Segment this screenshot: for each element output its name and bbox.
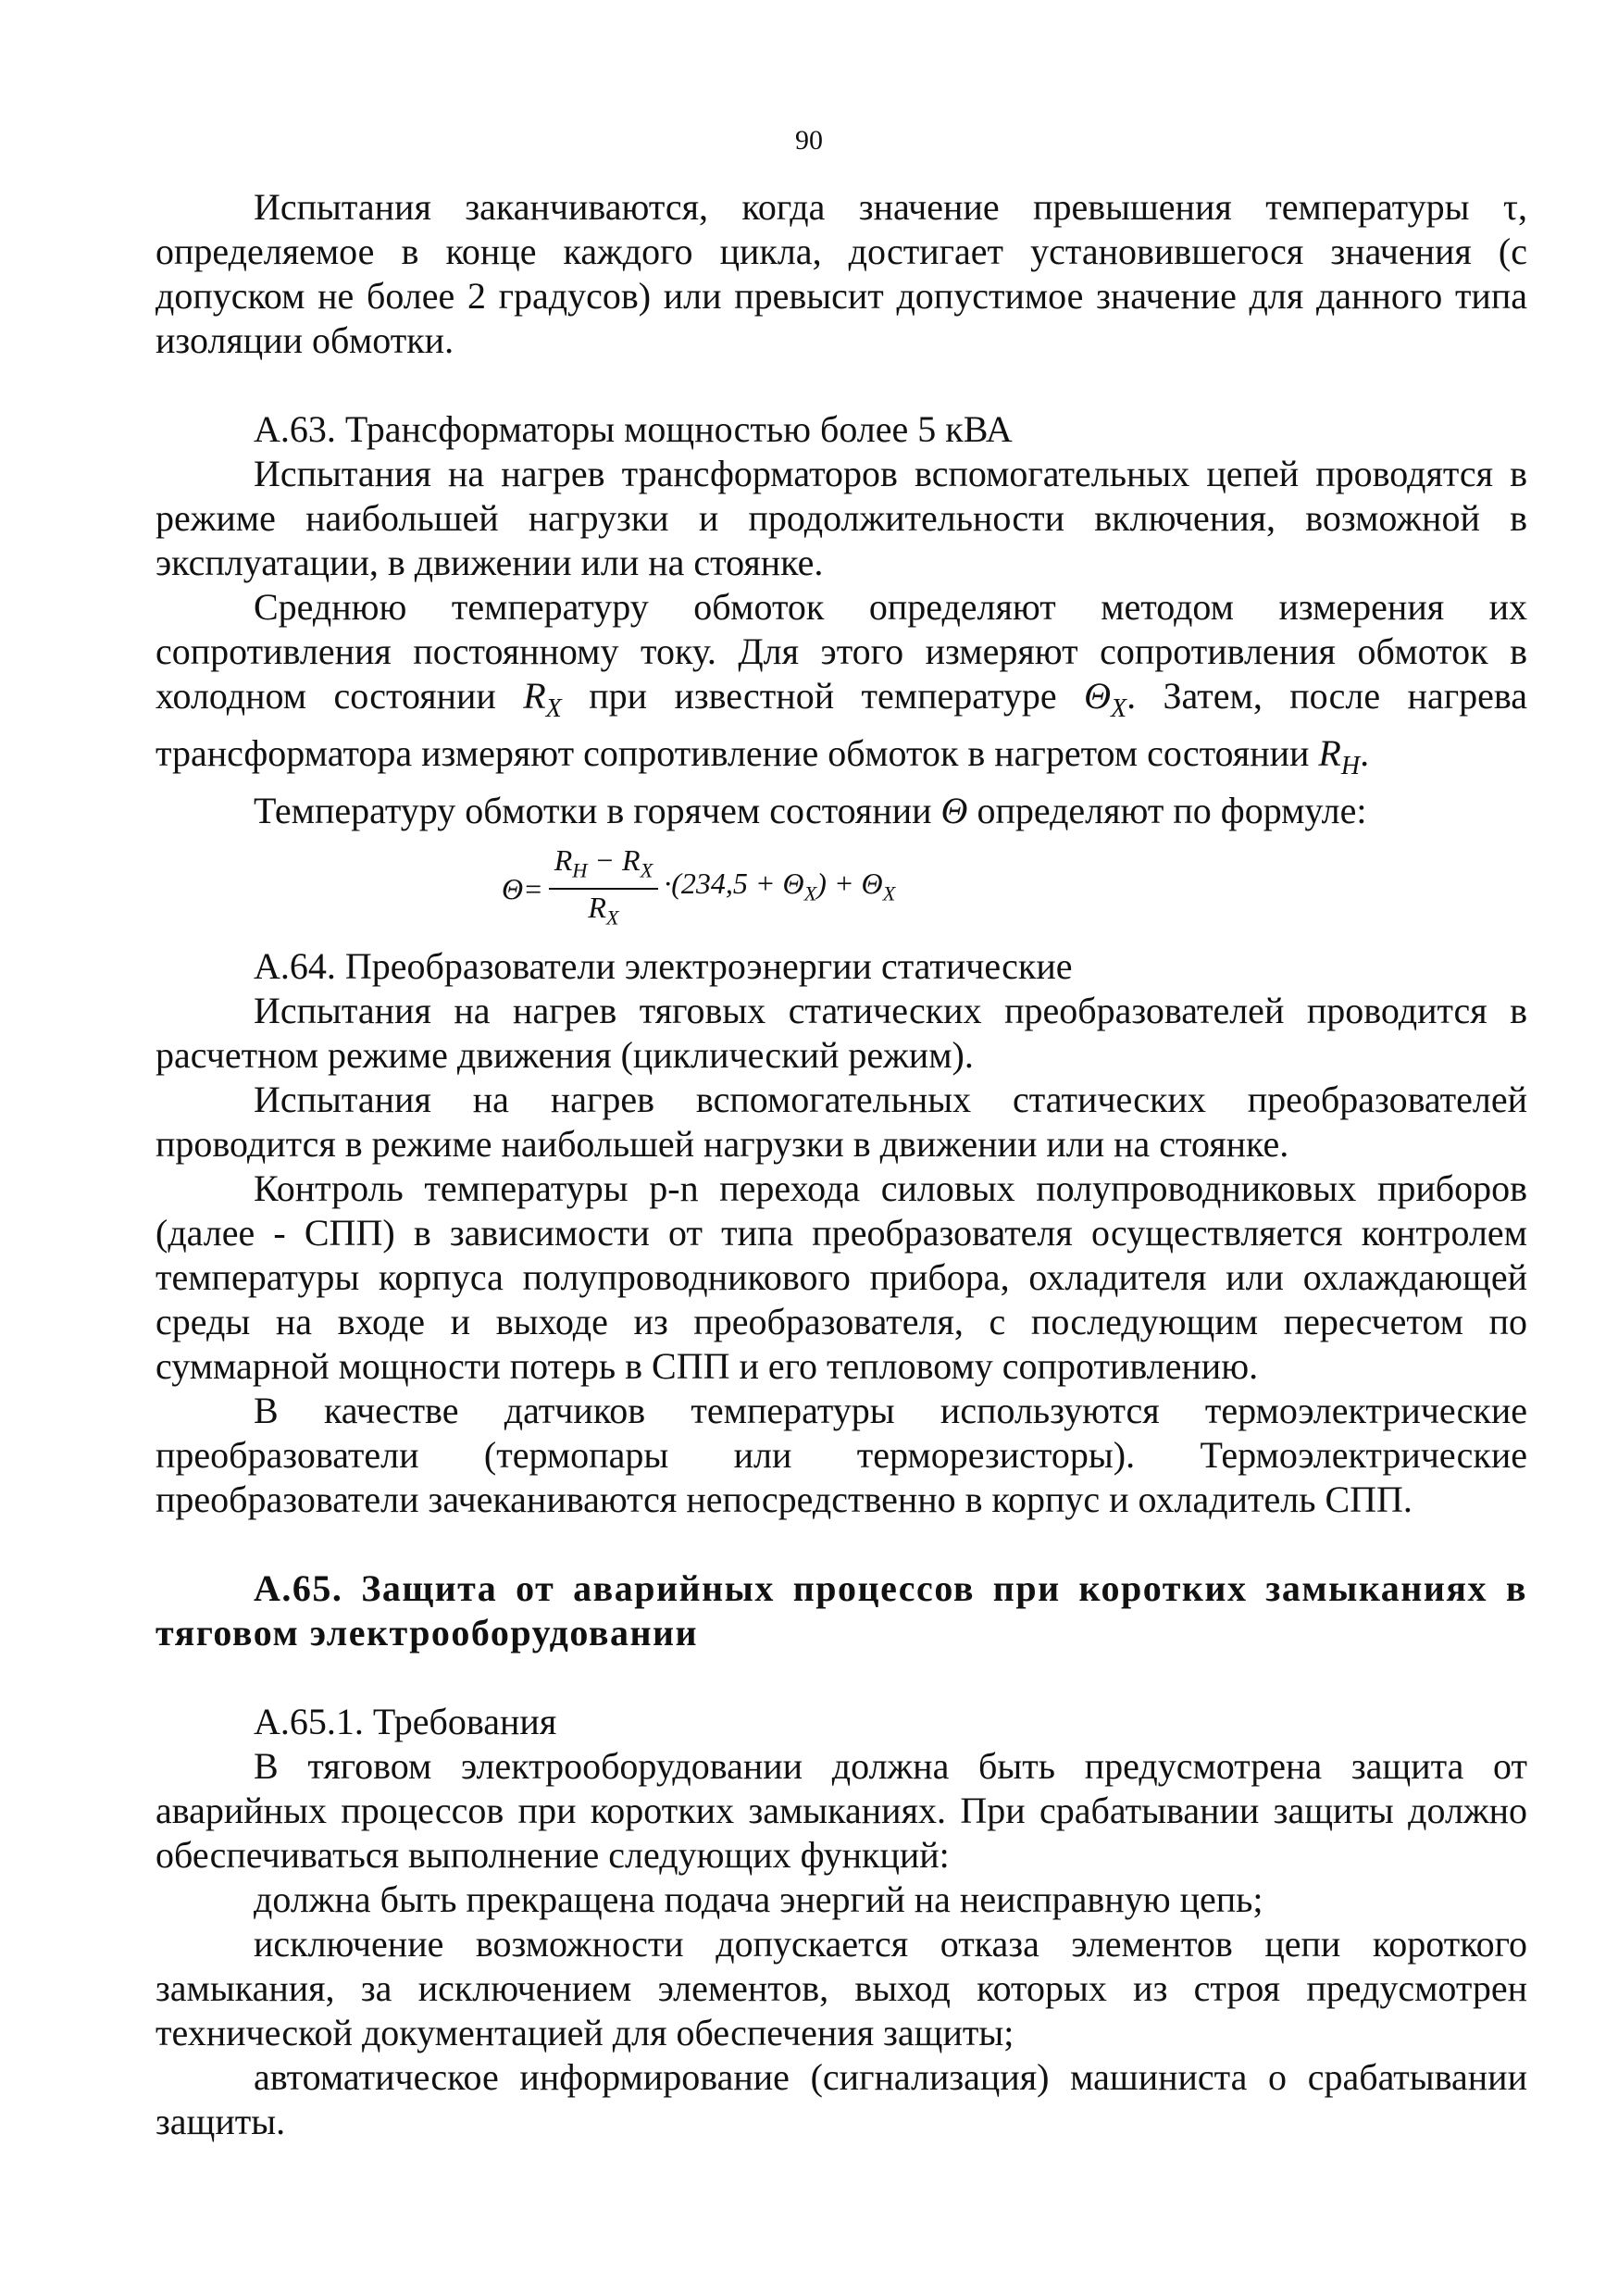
formula-fraction: [549, 842, 659, 936]
text-fragment: .: [1360, 732, 1370, 774]
symbol-theta: Θ: [940, 790, 968, 831]
symbol-rx: $R_X$: [523, 675, 562, 723]
formula-denominator: $R_X$: [588, 891, 619, 930]
paragraph-a64-3: Контроль температуры p-n перехода силовых полупроводниковых приборов (далее - СПП) в зависимости от типа преобразователя осуществляется контролем температуры корпуса полупроводникового прибора, охладителя или охлаждающей среды на входе и выходе из преобразователя, с последующим пересчетом по суммарной мощности потерь в СПП и его тепловому сопротивлению.: [156, 1167, 1527, 1387]
paragraph-a64-1: Испытания на нагрев тяговых статических преобразователей проводится в расчетном режиме движения (циклический режим).: [156, 990, 1527, 1076]
paragraph-test-end: Испытания заканчиваются, когда значение превышения температуры τ, определяемое в конце каждого цикла, достигает установившегося значения (с допуском не более 2 градусов) или превысит допустимое значение для данного типа изоляции обмотки.: [156, 186, 1527, 361]
formula-lhs: Θ: [502, 872, 524, 905]
formula-numerator: $R_H - R_X$: [549, 842, 659, 890]
section-a651-title: А.65.1. Требования: [254, 1701, 557, 1742]
text-fragment: Температуру обмотки в горячем состоянии: [254, 790, 941, 831]
section-a64-title: А.64. Преобразователи электроэнергии статические: [254, 945, 1073, 987]
text-fragment: . Затем, после нагрева трансформатора измеряют сопротивление обмоток в нагретом состоянии: [156, 675, 1527, 774]
paragraph-a651-2: должна быть прекращена подача энергий на неисправную цепь;: [254, 1878, 1263, 1920]
paragraph-a63-3: [156, 789, 1527, 833]
section-a65-heading: А.65. Защита от аварийных процессов при коротких замыканиях в тяговом электрооборудовании: [156, 1567, 1527, 1653]
formula-rest: $\cdot(234,5 + \Theta_X) + \Theta_X$: [664, 867, 896, 905]
text-fragment: определяют по формуле:: [967, 790, 1367, 831]
formula-eq: =: [523, 872, 543, 905]
paragraph-a64-2: Испытания на нагрев вспомогательных статических преобразователей проводится в режиме наибольшей нагрузки в движении или на стоянке.: [156, 1079, 1527, 1165]
paragraph-a63-2: [156, 585, 1527, 789]
symbol-theta-x: $\Theta_X$: [1084, 675, 1127, 723]
page-content: [156, 185, 1527, 2144]
symbol-rh: $R_H$: [1318, 732, 1361, 780]
paragraph-a651-4: автоматическое информирование (сигнализация) машиниста о срабатывании защиты.: [156, 2056, 1527, 2142]
paragraph-a63-1: Испытания на нагрев трансформаторов вспомогательных цепей проводятся в режиме наибольшей нагрузки и продолжительности включения, возможной в эксплуатации, в движении или на стоянке.: [156, 453, 1527, 583]
paragraph-a64-4: В качестве датчиков температуры используются термоэлектрические преобразователи (термопары или терморезисторы). Термоэлектрические преобразователи зачеканиваются непосредственно в корпус и охладитель СПП.: [156, 1390, 1527, 1520]
paragraph-a651-1: В тяговом электрооборудовании должна быть предусмотрена защита от аварийных процессов при коротких замыканиях. При срабатывании защиты должно обеспечиваться выполнение следующих функций:: [156, 1745, 1527, 1876]
temperature-formula: [156, 833, 1527, 944]
section-a63-title: А.63. Трансформаторы мощностью более 5 кВА: [254, 408, 1013, 450]
page-number: 90: [795, 125, 823, 156]
text-fragment: Среднюю температуру обмоток определяют методом измерения их сопротивления постоянному току. Для этого измеряют сопротивления обмоток в холодном состоянии: [156, 586, 1527, 717]
text-fragment: при известной температуре: [561, 675, 1085, 717]
paragraph-a651-3: исключение возможности допускается отказа элементов цепи короткого замыкания, за исключением элементов, выход которых из строя предусмотрен технической документацией для обеспечения защиты;: [156, 1923, 1527, 2053]
